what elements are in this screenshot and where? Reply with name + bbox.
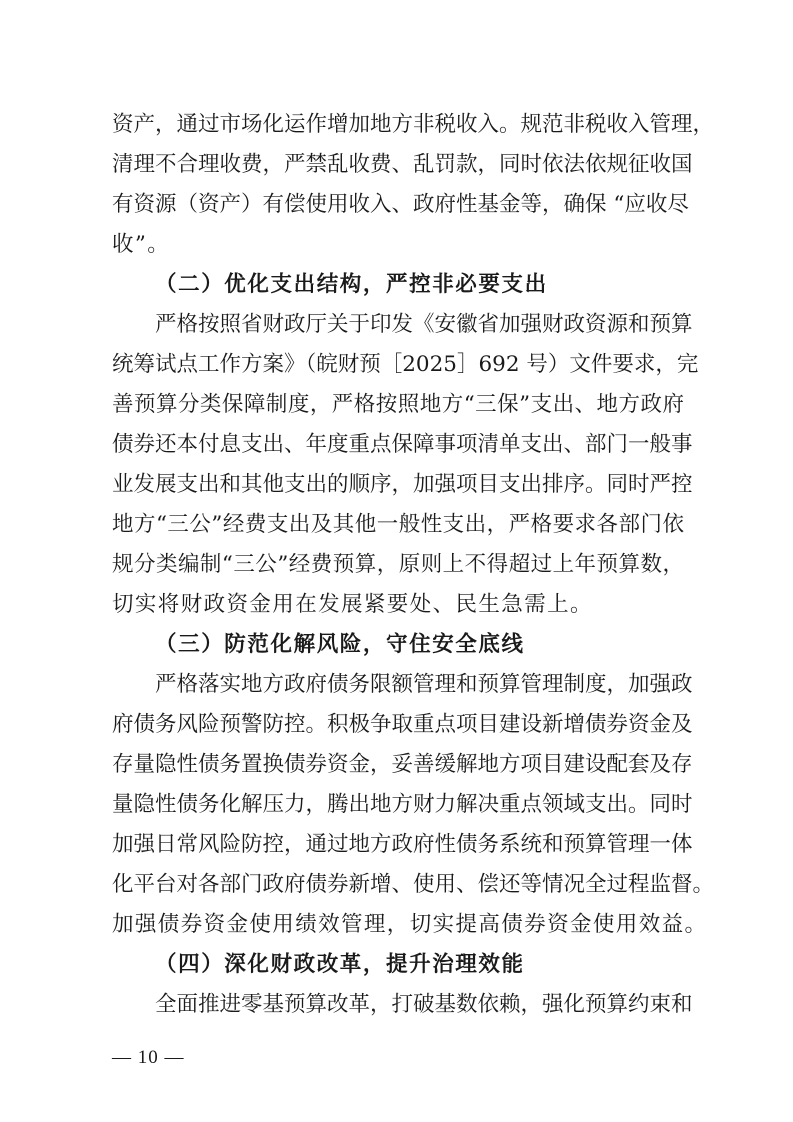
section-heading-four: （四）深化财政改革，提升治理效能: [155, 952, 525, 977]
body-text-line: 资产，通过市场化运作增加地方非税收入。规范非税收入管理，: [112, 112, 715, 137]
body-text-line: 规分类编制“三公”经费预算，原则上不得超过上年预算数，: [112, 552, 684, 577]
body-text-line: 统筹试点工作方案》（皖财预［2025］692 号）文件要求，完: [112, 352, 699, 377]
body-text-line: 切实将财政资金用在发展紧要处、民生急需上。: [112, 592, 593, 617]
section-heading-two: （二）优化支出结构，严控非必要支出: [155, 272, 548, 297]
body-text-line: 加强债券资金使用绩效管理，切实提高债券资金使用效益。: [112, 912, 708, 937]
body-text-line: 存量隐性债务置换债券资金，妥善缓解地方项目建设配套及存: [112, 752, 693, 777]
page-number: — 10 —: [112, 1047, 185, 1068]
body-text-line: 债券还本付息支出、年度重点保障事项清单支出、部门一般事: [112, 432, 693, 457]
paragraph-first-line: 严格落实地方政府债务限额管理和预算管理制度，加强政: [155, 672, 693, 697]
body-text-line: 业发展支出和其他支出的顺序，加强项目支出排序。同时严控: [112, 472, 693, 497]
body-text-line: 府债务风险预警防控。积极争取重点项目建设新增债券资金及: [112, 712, 693, 737]
body-text-line: 地方“三公”经费支出及其他一般性支出，严格要求各部门依: [112, 512, 684, 537]
section-heading-three: （三）防范化解风险，守住安全底线: [155, 632, 525, 657]
body-text-line: 善预算分类保障制度，严格按照地方“三保”支出、地方政府: [112, 392, 684, 417]
body-text-line: 化平台对各部门政府债券新增、使用、偿还等情况全过程监督。: [112, 872, 715, 897]
paragraph-first-line: 全面推进零基预算改革，打破基数依赖，强化预算约束和: [155, 992, 693, 1017]
body-text-line: 收”。: [112, 232, 171, 257]
body-text-line: 加强日常风险防控，通过地方政府性债务系统和预算管理一体: [112, 832, 693, 857]
paragraph-first-line: 严格按照省财政厅关于印发《安徽省加强财政资源和预算: [155, 312, 693, 337]
body-text-line: 有资源（资产）有偿使用收入、政府性基金等，确保 “应收尽: [112, 192, 689, 217]
body-text-line: 量隐性债务化解压力，腾出地方财力解决重点领域支出。同时: [112, 792, 693, 817]
body-text-line: 清理不合理收费，严禁乱收费、乱罚款，同时依法依规征收国: [112, 152, 693, 177]
